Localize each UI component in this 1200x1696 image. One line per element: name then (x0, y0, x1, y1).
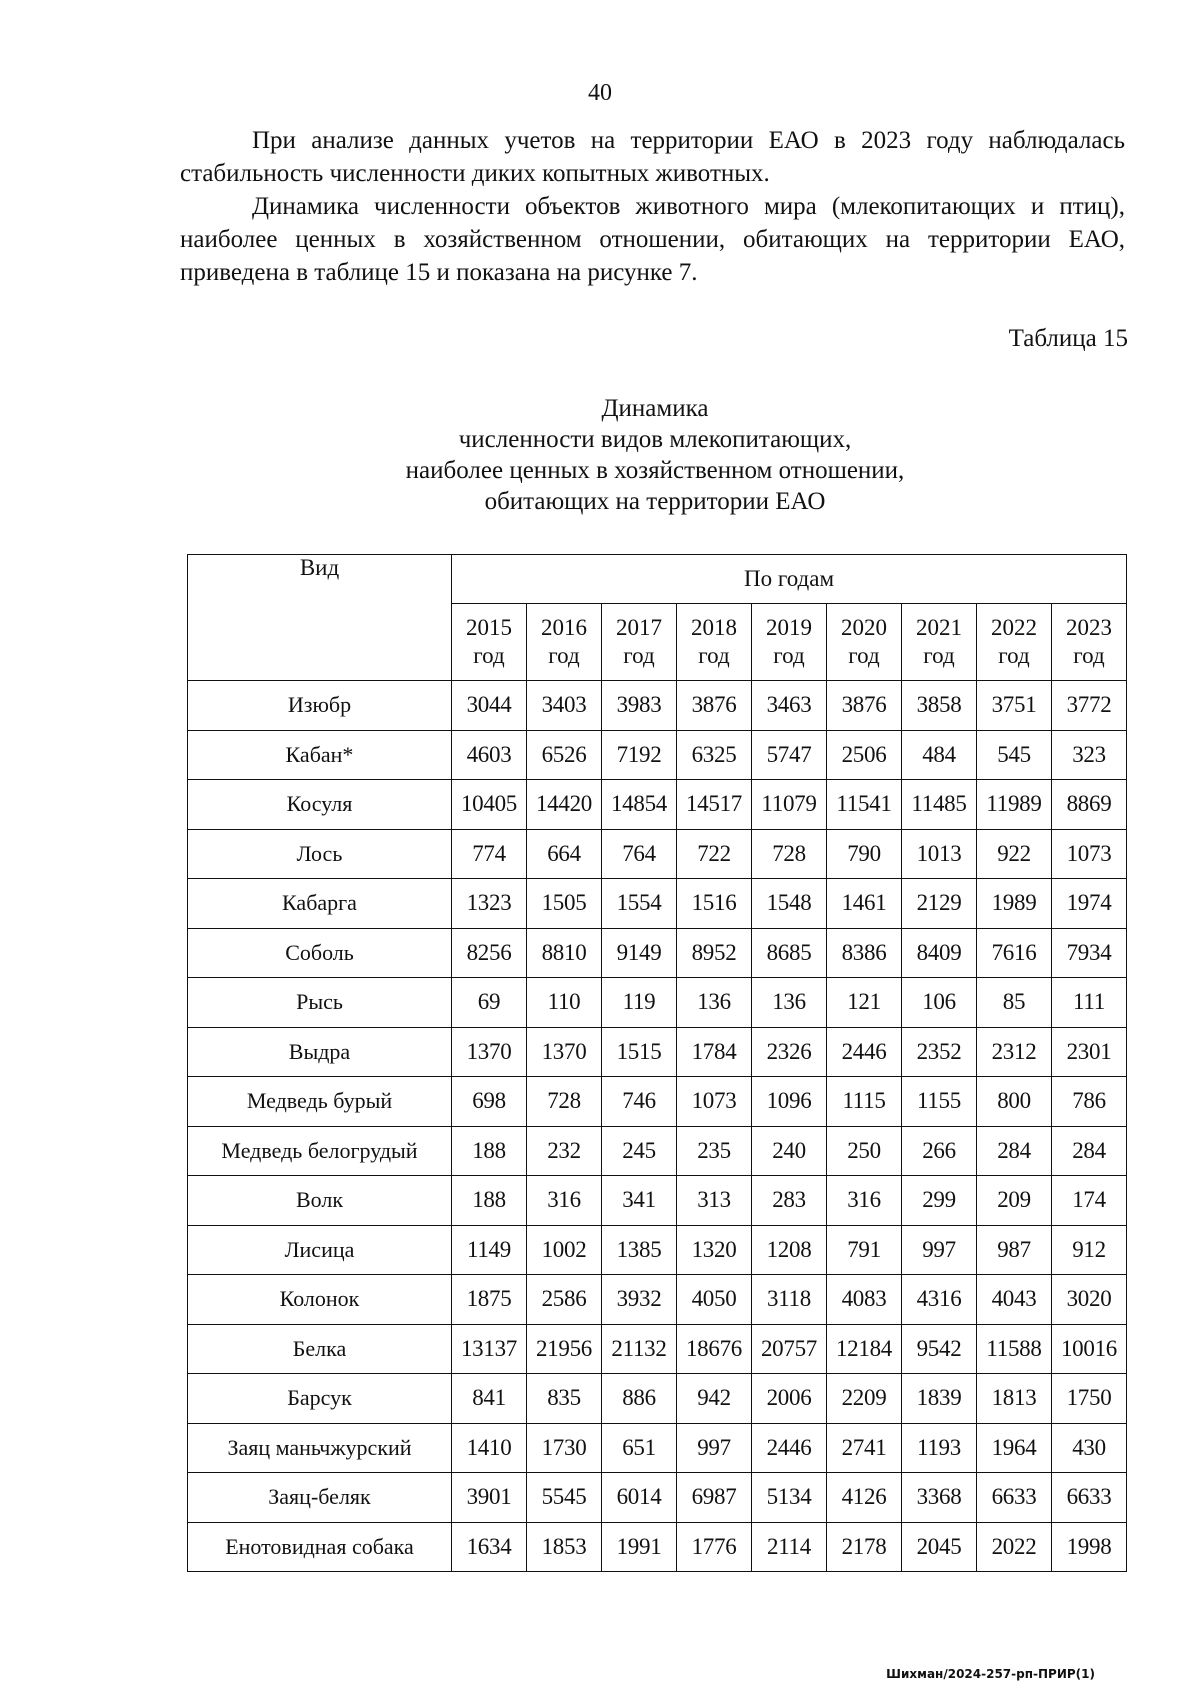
value-cell: 5545 (527, 1473, 602, 1523)
species-cell: Косуля (188, 780, 452, 830)
value-cell: 1554 (602, 879, 677, 929)
value-cell: 1385 (602, 1225, 677, 1275)
value-cell: 6633 (977, 1473, 1052, 1523)
value-cell: 284 (977, 1126, 1052, 1176)
value-cell: 235 (677, 1126, 752, 1176)
value-cell: 18676 (677, 1324, 752, 1374)
value-cell: 1115 (827, 1077, 902, 1127)
value-cell: 545 (977, 730, 1052, 780)
year-number: 2023 (1066, 615, 1112, 640)
year-number: 2017 (616, 615, 662, 640)
value-cell: 266 (902, 1126, 977, 1176)
value-cell: 245 (602, 1126, 677, 1176)
value-cell: 1776 (677, 1522, 752, 1572)
value-cell: 1989 (977, 879, 1052, 929)
year-unit: год (623, 643, 655, 668)
value-cell: 8869 (1052, 780, 1127, 830)
value-cell: 4050 (677, 1275, 752, 1325)
value-cell: 1964 (977, 1423, 1052, 1473)
value-cell: 835 (527, 1374, 602, 1424)
table-row (188, 730, 1127, 780)
value-cell: 69 (452, 978, 527, 1028)
years-group-header: По годам (452, 555, 1127, 604)
species-cell: Медведь бурый (188, 1077, 452, 1127)
value-cell: 746 (602, 1077, 677, 1127)
value-cell: 11989 (977, 780, 1052, 830)
data-table (187, 554, 1127, 1572)
value-cell: 2446 (752, 1423, 827, 1473)
value-cell: 9542 (902, 1324, 977, 1374)
value-cell: 174 (1052, 1176, 1127, 1226)
value-cell: 11588 (977, 1324, 1052, 1374)
value-cell: 20757 (752, 1324, 827, 1374)
value-cell: 10405 (452, 780, 527, 830)
value-cell: 651 (602, 1423, 677, 1473)
year-number: 2021 (916, 615, 962, 640)
value-cell: 1784 (677, 1027, 752, 1077)
year-column-header (827, 604, 902, 681)
table-title-line: численности видов млекопитающих, (458, 426, 852, 453)
value-cell: 3368 (902, 1473, 977, 1523)
value-cell: 11541 (827, 780, 902, 830)
value-cell: 136 (677, 978, 752, 1028)
year-column-header (452, 604, 527, 681)
value-cell: 2129 (902, 879, 977, 929)
value-cell: 1073 (677, 1077, 752, 1127)
year-unit: год (548, 643, 580, 668)
table-row (188, 1275, 1127, 1325)
value-cell: 1370 (527, 1027, 602, 1077)
year-column-header (902, 604, 977, 681)
table-row (188, 928, 1127, 978)
value-cell: 2301 (1052, 1027, 1127, 1077)
value-cell: 4126 (827, 1473, 902, 1523)
value-cell: 9149 (602, 928, 677, 978)
year-unit: год (848, 643, 880, 668)
value-cell: 284 (1052, 1126, 1127, 1176)
value-cell: 1410 (452, 1423, 527, 1473)
value-cell: 722 (677, 829, 752, 879)
value-cell: 6987 (677, 1473, 752, 1523)
value-cell: 3118 (752, 1275, 827, 1325)
value-cell: 4316 (902, 1275, 977, 1325)
value-cell: 484 (902, 730, 977, 780)
value-cell: 8685 (752, 928, 827, 978)
table-title-line: наиболее ценных в хозяйственном отношении, (405, 457, 905, 484)
year-column-header (677, 604, 752, 681)
value-cell: 1516 (677, 879, 752, 929)
species-cell: Лисица (188, 1225, 452, 1275)
species-cell: Заяц-беляк (188, 1473, 452, 1523)
table-row (188, 1027, 1127, 1077)
value-cell: 14854 (602, 780, 677, 830)
value-cell: 106 (902, 978, 977, 1028)
value-cell: 1998 (1052, 1522, 1127, 1572)
paragraph: При анализе данных учетов на территории ЕАО в 2023 году наблюдалась стабильность численности диких копытных животных. (180, 127, 1125, 187)
species-cell: Колонок (188, 1275, 452, 1325)
species-cell: Изюбр (188, 681, 452, 731)
value-cell: 8409 (902, 928, 977, 978)
value-cell: 3983 (602, 681, 677, 731)
value-cell: 136 (752, 978, 827, 1028)
value-cell: 1149 (452, 1225, 527, 1275)
value-cell: 2006 (752, 1374, 827, 1424)
year-unit: год (998, 643, 1030, 668)
value-cell: 232 (527, 1126, 602, 1176)
value-cell: 14420 (527, 780, 602, 830)
year-number: 2016 (541, 615, 587, 640)
year-unit: год (773, 643, 805, 668)
value-cell: 1750 (1052, 1374, 1127, 1424)
year-unit: год (473, 643, 505, 668)
value-cell: 1461 (827, 879, 902, 929)
data-table-container (187, 554, 1127, 1572)
value-cell: 3772 (1052, 681, 1127, 731)
table-row (188, 1225, 1127, 1275)
year-column-header (752, 604, 827, 681)
value-cell: 313 (677, 1176, 752, 1226)
value-cell: 1875 (452, 1275, 527, 1325)
value-cell: 6526 (527, 730, 602, 780)
year-unit: год (1073, 643, 1105, 668)
value-cell: 3932 (602, 1275, 677, 1325)
value-cell: 922 (977, 829, 1052, 879)
value-cell: 110 (527, 978, 602, 1028)
value-cell: 1548 (752, 879, 827, 929)
value-cell: 3858 (902, 681, 977, 731)
value-cell: 791 (827, 1225, 902, 1275)
value-cell: 1013 (902, 829, 977, 879)
value-cell: 774 (452, 829, 527, 879)
value-cell: 728 (752, 829, 827, 879)
value-cell: 886 (602, 1374, 677, 1424)
value-cell: 6633 (1052, 1473, 1127, 1523)
value-cell: 7934 (1052, 928, 1127, 978)
table-row (188, 1473, 1127, 1523)
species-cell: Соболь (188, 928, 452, 978)
value-cell: 3463 (752, 681, 827, 731)
value-cell: 3020 (1052, 1275, 1127, 1325)
paragraph: Динамика численности объектов животного мира (млекопитающих и птиц), наиболее ценных в хозяйственном отношении, обитающих на территории ЕАО, приведена в таблице 15 и показана на рисунке 7. (180, 193, 1125, 286)
species-cell: Рысь (188, 978, 452, 1028)
value-cell: 2045 (902, 1522, 977, 1572)
value-cell: 1155 (902, 1077, 977, 1127)
year-column-header (527, 604, 602, 681)
value-cell: 6325 (677, 730, 752, 780)
table-row (188, 1324, 1127, 1374)
value-cell: 1991 (602, 1522, 677, 1572)
table-row (188, 978, 1127, 1028)
value-cell: 1634 (452, 1522, 527, 1572)
year-column-header (602, 604, 677, 681)
species-cell: Барсук (188, 1374, 452, 1424)
value-cell: 85 (977, 978, 1052, 1028)
year-number: 2019 (766, 615, 812, 640)
table-row (188, 879, 1127, 929)
value-cell: 188 (452, 1176, 527, 1226)
value-cell: 430 (1052, 1423, 1127, 1473)
table-title-line: Динамика (601, 395, 709, 422)
value-cell: 111 (1052, 978, 1127, 1028)
value-cell: 12184 (827, 1324, 902, 1374)
value-cell: 250 (827, 1126, 902, 1176)
value-cell: 2178 (827, 1522, 902, 1572)
value-cell: 3876 (677, 681, 752, 731)
value-cell: 1505 (527, 879, 602, 929)
value-cell: 299 (902, 1176, 977, 1226)
value-cell: 1370 (452, 1027, 527, 1077)
value-cell: 1323 (452, 879, 527, 929)
year-number: 2015 (466, 615, 512, 640)
value-cell: 997 (902, 1225, 977, 1275)
value-cell: 1853 (527, 1522, 602, 1572)
value-cell: 1730 (527, 1423, 602, 1473)
value-cell: 2022 (977, 1522, 1052, 1572)
value-cell: 1320 (677, 1225, 752, 1275)
species-cell: Медведь белогрудый (188, 1126, 452, 1176)
species-cell: Лось (188, 829, 452, 879)
value-cell: 790 (827, 829, 902, 879)
year-number: 2018 (691, 615, 737, 640)
value-cell: 188 (452, 1126, 527, 1176)
value-cell: 2114 (752, 1522, 827, 1572)
value-cell: 119 (602, 978, 677, 1028)
species-cell: Кабан* (188, 730, 452, 780)
value-cell: 283 (752, 1176, 827, 1226)
value-cell: 942 (677, 1374, 752, 1424)
year-column-header (1052, 604, 1127, 681)
value-cell: 8952 (677, 928, 752, 978)
value-cell: 987 (977, 1225, 1052, 1275)
value-cell: 10016 (1052, 1324, 1127, 1374)
value-cell: 1839 (902, 1374, 977, 1424)
table-row (188, 1077, 1127, 1127)
value-cell: 1208 (752, 1225, 827, 1275)
value-cell: 240 (752, 1126, 827, 1176)
value-cell: 2586 (527, 1275, 602, 1325)
species-column-header: Вид (188, 555, 452, 681)
value-cell: 11079 (752, 780, 827, 830)
value-cell: 323 (1052, 730, 1127, 780)
value-cell: 1002 (527, 1225, 602, 1275)
value-cell: 13137 (452, 1324, 527, 1374)
year-unit: год (923, 643, 955, 668)
value-cell: 1515 (602, 1027, 677, 1077)
value-cell: 3876 (827, 681, 902, 731)
value-cell: 21956 (527, 1324, 602, 1374)
value-cell: 341 (602, 1176, 677, 1226)
value-cell: 2741 (827, 1423, 902, 1473)
table-row (188, 681, 1127, 731)
value-cell: 997 (677, 1423, 752, 1473)
table-row (188, 829, 1127, 879)
value-cell: 4043 (977, 1275, 1052, 1325)
value-cell: 7616 (977, 928, 1052, 978)
value-cell: 2506 (827, 730, 902, 780)
value-cell: 2312 (977, 1027, 1052, 1077)
value-cell: 2326 (752, 1027, 827, 1077)
value-cell: 698 (452, 1077, 527, 1127)
value-cell: 209 (977, 1176, 1052, 1226)
year-column-header (977, 604, 1052, 681)
document-code: Шихман/2024-257-рп-ПРИР(1) (886, 1667, 1095, 1681)
species-cell: Волк (188, 1176, 452, 1226)
value-cell: 3044 (452, 681, 527, 731)
page-number: 40 (588, 80, 612, 106)
intro-text (180, 124, 1125, 289)
value-cell: 3751 (977, 681, 1052, 731)
species-cell: Заяц маньчжурский (188, 1423, 452, 1473)
species-cell: Енотовидная собака (188, 1522, 452, 1572)
table-row (188, 1522, 1127, 1572)
value-cell: 2352 (902, 1027, 977, 1077)
value-cell: 764 (602, 829, 677, 879)
value-cell: 316 (827, 1176, 902, 1226)
table-row (188, 1374, 1127, 1424)
value-cell: 1813 (977, 1374, 1052, 1424)
species-cell: Белка (188, 1324, 452, 1374)
value-cell: 3403 (527, 681, 602, 731)
value-cell: 1073 (1052, 829, 1127, 879)
value-cell: 7192 (602, 730, 677, 780)
value-cell: 728 (527, 1077, 602, 1127)
table-row (188, 780, 1127, 830)
value-cell: 841 (452, 1374, 527, 1424)
value-cell: 2209 (827, 1374, 902, 1424)
value-cell: 912 (1052, 1225, 1127, 1275)
year-number: 2022 (991, 615, 1037, 640)
value-cell: 8256 (452, 928, 527, 978)
value-cell: 2446 (827, 1027, 902, 1077)
value-cell: 664 (527, 829, 602, 879)
value-cell: 21132 (602, 1324, 677, 1374)
year-number: 2020 (841, 615, 887, 640)
value-cell: 4603 (452, 730, 527, 780)
table-title (0, 393, 1200, 517)
year-unit: год (698, 643, 730, 668)
value-cell: 3901 (452, 1473, 527, 1523)
species-cell: Кабарга (188, 879, 452, 929)
value-cell: 800 (977, 1077, 1052, 1127)
table-row (188, 1423, 1127, 1473)
value-cell: 1974 (1052, 879, 1127, 929)
value-cell: 8810 (527, 928, 602, 978)
table-row (188, 1176, 1127, 1226)
value-cell: 5747 (752, 730, 827, 780)
value-cell: 11485 (902, 780, 977, 830)
table-label: Таблица 15 (1008, 325, 1128, 352)
value-cell: 4083 (827, 1275, 902, 1325)
value-cell: 6014 (602, 1473, 677, 1523)
value-cell: 8386 (827, 928, 902, 978)
table-row (188, 1126, 1127, 1176)
value-cell: 1096 (752, 1077, 827, 1127)
value-cell: 316 (527, 1176, 602, 1226)
species-cell: Выдра (188, 1027, 452, 1077)
value-cell: 1193 (902, 1423, 977, 1473)
value-cell: 14517 (677, 780, 752, 830)
value-cell: 786 (1052, 1077, 1127, 1127)
value-cell: 121 (827, 978, 902, 1028)
value-cell: 5134 (752, 1473, 827, 1523)
table-title-line: обитающих на территории ЕАО (484, 488, 826, 515)
